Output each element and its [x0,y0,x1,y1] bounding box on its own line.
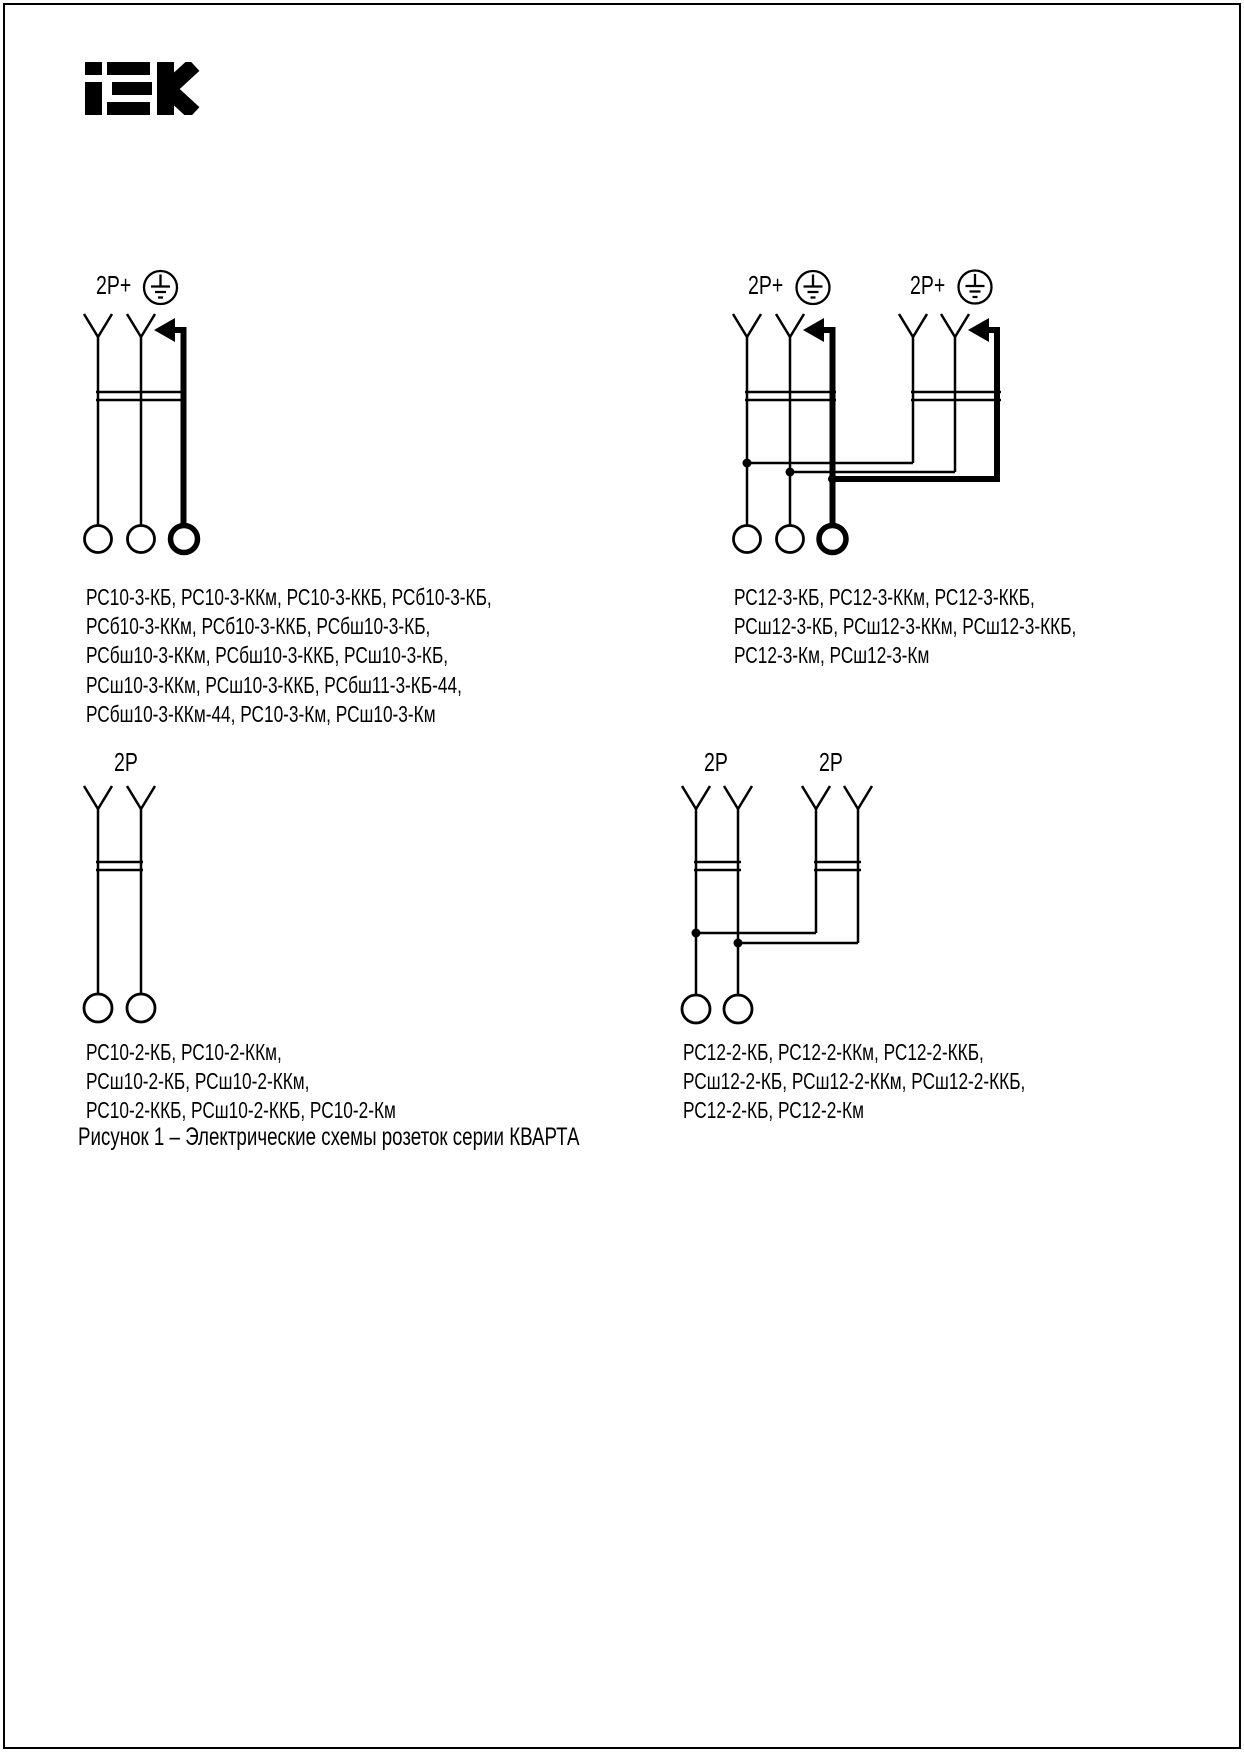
contact-fork-icon [899,314,927,337]
connector-double-bar [96,862,143,870]
earth-wire-thick [823,330,833,526]
earth-ground-icon [797,271,830,304]
earth-arrow-icon [803,318,824,342]
terminal-circle [84,994,112,1022]
earth-arrow-icon [154,318,175,342]
contact-fork-icon [802,786,830,809]
junction-dot [828,475,837,484]
junction-dot [734,939,743,948]
product-list-bottom-right [683,1038,1025,1126]
product-list-top-left [86,583,492,729]
earth-arrow-icon [968,318,989,342]
terminal-circle [724,995,752,1023]
product-list-bottom-left [86,1038,396,1126]
product-codes-line: РС12-3-КБ, РС12-3-ККм, РС12-3-ККБ, [734,584,1035,610]
terminal-circle-earth [171,526,198,553]
product-codes-line: РСбш10-3-ККм, РСбш10-3-ККБ, РСш10-3-КБ, [86,642,449,669]
contact-fork-icon [733,314,761,337]
pole-label: 2P [114,747,138,777]
contact-fork-icon [776,314,804,337]
product-codes-line: РС12-3-Км, РСш12-3-Км [734,642,930,669]
terminal-circle [128,526,155,553]
terminal-circle-earth [819,526,846,553]
product-codes-line: РСбш10-3-ККм-44, РС10-3-Км, РСш10-3-Км [86,700,436,727]
pole-label: 2P [704,747,728,777]
contact-fork-icon [941,314,969,337]
product-codes-line: РСш10-2-КБ, РСш10-2-ККм, [86,1068,310,1095]
pole-label: 2P [819,747,843,777]
junction-dot [743,459,752,468]
contact-fork-icon [724,786,752,809]
junction-dot [692,929,701,938]
earth-wire-thick [174,330,184,526]
schematic-2p-plus-earth-double [733,271,1001,553]
product-codes-line: РС10-2-ККБ, РСш10-2-ККБ, РС10-2-Км [86,1097,396,1124]
schematic-2p-single [84,786,155,1022]
contact-fork-icon [127,314,155,337]
earth-ground-icon [144,271,177,304]
contact-fork-icon [682,786,710,809]
contact-fork-icon [84,314,112,337]
pole-label: 2P+ [96,270,132,300]
product-codes-line: РСш12-3-КБ, РСш12-3-ККм, РСш12-3-ККБ, [734,613,1077,640]
connector-double-bar [814,862,861,870]
terminal-circle [127,994,155,1022]
pole-label: 2P+ [748,270,784,300]
connector-double-bar [694,862,741,870]
contact-fork-icon [127,786,155,809]
figure-caption: Рисунок 1 – Электрические схемы розеток серии КВАРТА [78,1123,580,1151]
terminal-circle [734,526,761,553]
contact-fork-icon [844,786,872,809]
junction-dot [786,468,795,477]
product-list-top-right [734,583,1076,671]
earth-ground-icon [959,271,992,304]
product-codes-line: РС10-2-КБ, РС10-2-ККм, [86,1039,282,1065]
product-codes-line: РС12-2-КБ, РС12-2-Км [683,1097,864,1124]
product-codes-line: РСш10-3-ККм, РСш10-3-ККБ, РСбш11-3-КБ-44, [86,671,462,698]
schematic-2p-plus-earth-single [84,271,198,553]
contact-fork-icon [84,786,112,809]
product-codes-line: РСш12-2-КБ, РСш12-2-ККм, РСш12-2-ККБ, [683,1068,1026,1095]
earth-wire-thick [833,330,998,479]
product-codes-line: РСб10-3-ККм, РСб10-3-ККБ, РСбш10-3-КБ, [86,613,431,640]
pole-label: 2P+ [910,270,946,300]
schematic-2p-double [682,786,872,1023]
product-codes-line: РС12-2-КБ, РС12-2-ККм, РС12-2-ККБ, [683,1039,984,1065]
terminal-circle [777,526,804,553]
product-codes-line: РС10-3-КБ, РС10-3-ККм, РС10-3-ККБ, РСб10-3-КБ, [86,584,492,610]
terminal-circle [682,995,710,1023]
terminal-circle [85,526,112,553]
